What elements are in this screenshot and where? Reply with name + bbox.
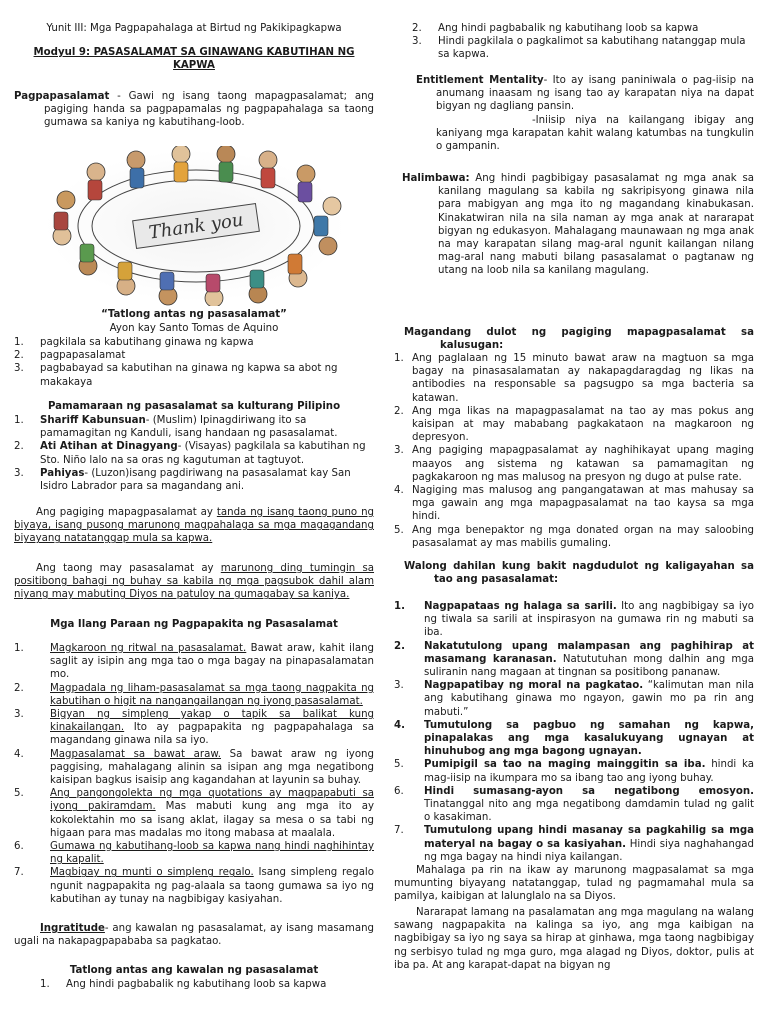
list-item: 2. Ang mga likas na mapagpasalamat na tao ay mas pokus ang kaisipan at may mababang pagkakataon na magkaroon ng depresyon. xyxy=(394,405,754,444)
list-item: 3. Pahiyas- (Luzon)isang pagdiriwang na pasasalamat kay San Isidro Labrador para sa magandang ani. xyxy=(14,467,351,493)
list-item: 7. Magbigay ng munti o simpleng regalo. Isang simpleng regalo ngunit nagpapakita ng pag-alaala sa taong gumawa sa iyo ng kabutihan ay tunay na nagbibigay kasiyahan. xyxy=(14,867,374,905)
kawalan-title: Tatlong antas ang kawalan ng pasasalamat xyxy=(69,965,319,976)
list-item: 5. Ang pangongolekta ng mga quotations ay magpapabuti sa iyong pakiramdam. Mas mabuti kung ang mga ito ay kokolektahin mo sa isang aklat, ilagay sa mesa o sa tabi ng higaan para mas madalas mo itong mabasa at maalala. xyxy=(14,788,374,839)
list-item: 5. Pumipigil sa tao na maging mainggitin sa iba. hindi ka mag-iisip na ikumpara mo sa ibang tao ang iyong buhay. xyxy=(394,759,754,784)
list-item: 1. Ang hindi pagbabalik ng kabutihang loob sa kapwa xyxy=(40,979,327,990)
list-item: 4. Magpasalamat sa bawat araw. Sa bawat araw ng iyong paggising, mahalagang alinin sa isipan ang mga negatibong kaisipan bagkus isaisip ang kagandahan at layunin sa buhay. xyxy=(14,748,374,787)
kawalan-list-continued xyxy=(398,22,754,62)
module-title: Modyul 9: PASASALAMAT SA GINAWANG KABUTIHAN NG KAPWA xyxy=(33,47,355,72)
list-item: 3. Bigyan ng simpleng yakap o tapik sa balikat kung kinakailangan. Ito ay pagpapakita ng pagpapahalaga sa magandang ginawa nila sa iyo. xyxy=(14,709,374,747)
list-item: 1. Ang paglalaan ng 15 minuto bawat araw na magtuon sa mga bagay na pinasasalamatan ay nakapagdaragdag ng likas na antibodies na responsable sa pagsugpo sa mga bacteria sa katawan. xyxy=(394,353,754,404)
list-item: 3. Hindi pagkilala o pagkalimot sa kabutihang natanggap mula sa kapwa. xyxy=(412,36,746,61)
halimbawa-paragraph: Halimbawa: Ang hindi pagbibigay pasasalamat ng mga anak sa kanilang magulang sa kabila ng sakripisyong ginawa nila para mabigyan ang mga ito ng magandang kinabukasan. Kinakatwiran nila na sila naman ay mga anak at nararapat bigyan ng edukasyon. Mahalagang maunawaan ng mga anak na may karapatan silang mag-aral ngunit kailangan nilang mag-aral nang mabuti bilang pasasalamat o pagtanaw ng utang na loob nila sa kanilang magulang. xyxy=(402,173,754,277)
list-item: 1. Nagpapataas ng halaga sa sarili. Ito ang nagbibigay sa iyo ng tiwala sa sarili at inspirasyon na gumawa rin ng mabuti sa iba. xyxy=(394,601,755,639)
list-item: 3. Ang pagiging mapagpasalamat ay naghihikayat upang maging maayos ang sistema ng katawan sa pamamagitan ng pagkakaroon ng mas malusog na presyon ng dugo at pulse rate. xyxy=(394,445,754,483)
list-item: 1. pagkilala sa kabutihang ginawa ng kapwa xyxy=(14,337,254,348)
unit-line: Yunit III: Mga Pagpapahalaga at Birtud ng Pakikipagkapwa xyxy=(46,23,342,34)
list-item: 2. pagpapasalamat xyxy=(14,350,126,362)
list-item: 5. Ang mga benepaktor ng mga donated organ na may saloobing pasasalamat ay mas mabilis gumaling. xyxy=(394,524,754,549)
closing-paragraph-1: Mahalaga pa rin na ikaw ay marunong magpasalamat sa mga mumunting biyayang natatanggap, tulad ng pagmamahal mula sa pamilya, kaibigan at lalunglalo na sa Diyos. xyxy=(394,865,754,903)
kawalan-list-start xyxy=(14,978,374,991)
banner-text: Thank you xyxy=(147,209,245,244)
thank-you-illustration xyxy=(36,146,354,306)
paraan-title: Mga Ilang Paraan ng Pagpapakita ng Pasasalamat xyxy=(50,619,338,630)
pamamaraan-list xyxy=(14,414,374,493)
tatlong-antas-subtitle: Ayon kay Santo Tomas de Aquino xyxy=(109,323,279,334)
list-item: 2. Nakatutulong upang malampasan ang paghihirap at masamang karanasan. Natututuhan mong dalhin ang mga suliranin nang magaan at tingnan sa positibong pananaw. xyxy=(394,640,754,679)
pamamaraan-title: Pamamaraan ng pasasalamat sa kulturang Pilipino xyxy=(47,401,341,412)
dulot-title: Magandang dulot ng pagiging mapagpasalamat sa kalusugan: xyxy=(404,327,754,352)
definition-text: - Gawi ng isang taong mapagpasalamat; ang pagiging handa sa pagpapamalas ng pagpapahalaga sa taong gumawa sa kaniya ng kabutihang-loob. xyxy=(44,91,374,129)
ingratitude-paragraph: Ingratitude- ang kawalan ng pasasalamat, ay isang masamang ugali na nakapagpapababa sa pagkatao. xyxy=(14,923,374,948)
closing-paragraph-2: Nararapat lamang na pasalamatan ang mga magulang na walang sawang nagpapakita na kalinga sa iyo, ang mga kaibigan na nagbibigay sa iyo ng saya sa hirap at ginhawa, mga taong nagbibigay ng serbisyo tulad ng mga guro, mga alagad ng Diyos, doktor, pulis at iba pa. At ang karapat-dapat na bigyan ng xyxy=(394,907,754,971)
list-item: 2. Ang hindi pagbabalik ng kabutihang loob sa kapwa xyxy=(412,23,699,34)
tatlong-antas-title: “Tatlong antas ng pasasalamat” xyxy=(101,309,287,320)
paragraph-mapagpasalamat: Ang pagiging mapagpasalamat ay tanda ng isang taong puno ng biyaya, isang pusong marunong magpahalaga sa mga magagandang biyayang natatanggap mula sa kapwa. xyxy=(14,507,374,545)
list-item: 4. Tumutulong sa pagbuo ng samahan ng kapwa, pinapalakas ang mga kasalukuyang ugnayan at hinuhubog ang mga bagong ugnayan. xyxy=(394,719,754,758)
paragraph-taong-may-pasasalamat: Ang taong may pasasalamat ay marunong ding tumingin sa positibong bahagi ng buhay sa kabila ng mga pagsubok dahil alam niyang may mabuting Diyos na patuloy na gumagabay sa kaniya. xyxy=(14,563,375,601)
list-item: 6. Hindi sumasang-ayon sa negatibong emosyon. Tinatanggal nito ang mga negatibong damdamin tulad ng galit o kasakiman. xyxy=(394,785,754,824)
list-item: 7. Tumutulong upang hindi masanay sa pagkahilig sa mga materyal na bagay o sa kasiyahan. Hindi siya naghahangad ng mga bagay na hindi niya kailangan. xyxy=(394,825,754,863)
list-item: 3. pagbabayad sa kabutihan na ginawa ng kapwa sa abot ng makakaya xyxy=(14,363,338,388)
list-item: 2. Magpadala ng liham-pasasalamat sa mga taong nagpakita ng kabutihan o higit na nangangailangan ng iyong pasasalamat. xyxy=(14,682,374,707)
walong-title: Walong dahilan kung bakit nagdudulot ng kaligayahan sa tao ang pasasalamat: xyxy=(404,561,754,586)
definition-term: Pagpapasalamat xyxy=(14,91,110,102)
antas-list xyxy=(14,336,374,389)
list-item: 1. Shariff Kabunsuan- (Muslim) Ipinagdiriwang ito sa pamamagitan ng Kanduli, isang handaan ng pasasalamat. xyxy=(14,415,338,440)
list-item: 1. Magkaroon ng ritwal na pasasalamat. Bawat araw, kahit ilang saglit ay isipin ang mga tao o mga bagay na pinapasalamatan mo. xyxy=(14,643,374,681)
dulot-list xyxy=(394,352,754,550)
entitlement-paragraph: Entitlement Mentality- Ito ay isang paniniwala o pag-iisip na anumang inaasam ng isang tao ay karapatan niya na dapat bigyan ng dagliang pansin. -Iniisip niya na kailangang ibigay ang kaniyang mga karapatan kahit walang katumbas na tungkulin o gampanin. xyxy=(416,75,755,153)
walong-list xyxy=(394,600,754,864)
paraan-list xyxy=(14,642,374,906)
definition-paragraph xyxy=(14,90,374,130)
list-item: 3. Nagpapatibay ng moral na pagkatao. “kalimutan man nila ang kabutihang ginawa mo ngayon, gawin mo pa rin ang mabuti.” xyxy=(394,680,754,718)
list-item: 2. Ati Atihan at Dinagyang- (Visayas) pagkilala sa kabutihan ng Sto. Niño lalo na sa oras ng kagutuman at tagtuyot. xyxy=(14,441,366,466)
list-item: 4. Nagiging mas malusog ang pangangatawan at mas mahusay sa mga gawain ang mga mapagpasalamat na tao kaysa sa mga hindi. xyxy=(394,485,754,523)
list-item: 6. Gumawa ng kabutihang-loob sa kapwa nang hindi naghihintay ng kapalit. xyxy=(14,841,374,866)
